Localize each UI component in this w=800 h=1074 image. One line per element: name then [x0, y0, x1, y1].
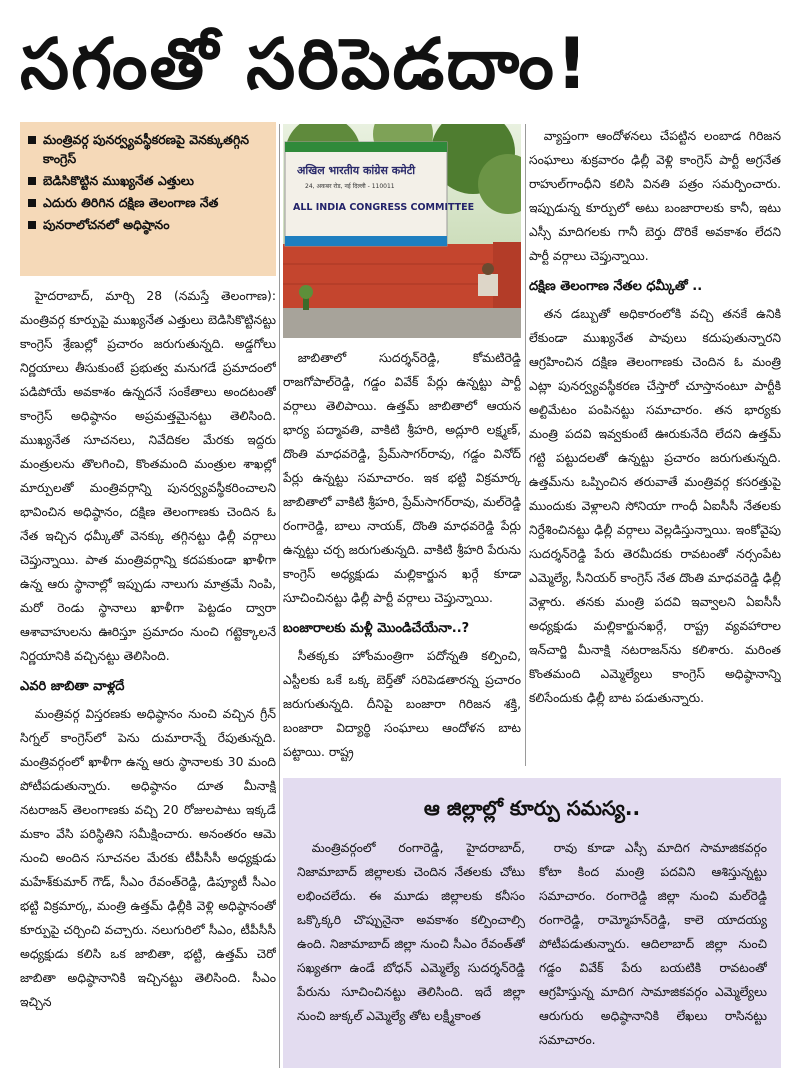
sign-hindi-text: अखिल भारतीय कांग्रेस कमेटी: [297, 164, 416, 177]
photo-illustration: [283, 124, 521, 338]
article-column-2: [283, 346, 521, 766]
subheading-evari-jabita: ఎవరి జాబితా వాళ్లదే: [20, 679, 125, 694]
box-column-left: మంత్రివర్గంలో రంగారెడ్డి, హైదరాబాద్, నిజామాబాద్ జిల్లాలకు చెందిన నేతలకు చోటు లభించలేదు. ఈ మూడు జిల్లాలకు కనీసం ఒక్కొక్కరి చొప్పునైనా అవకాశం కల్పించాల్సి ఉంది. నిజామాబాద్ జిల్లా నుంచి సీఎం రేవంత్‌తో సఖ్యతగా ఉండే బోధన్ ఎమ్మెల్యే సుదర్శన్‌రెడ్డి పేరును సూచించినట్టు తెలిసింది. ఇదే జిల్లా నుంచి జుక్కల్ ఎమ్మెల్యే తోట లక్ష్మీకాంత: [297, 841, 525, 1023]
body-paragraph: సీతక్కకు హోంమంత్రిగా పదోన్నతి కల్పించి, ఎస్టీలకు ఒకే ఒక్క బెర్త్‌తో సరిపెడతారన్న ప్రచారం జరుగుతున్నది. దీనిపై బంజారా గిరిజన శక్తి, బంజారా విద్యార్థి సంఘాలు ఆందోళన బాట పట్టాయి. రాష్ట్ర: [283, 649, 521, 759]
highlight-item: మంత్రివర్గ పునర్వ్యవస్థీకరణపై వెనక్కుతగ్గిన కాంగ్రెస్: [28, 130, 268, 168]
sign-english-text: ALL INDIA CONGRESS COMMITTEE: [293, 202, 475, 213]
column-divider: [279, 124, 280, 1068]
box-title: ఆ జిల్లాల్లో కూర్పు సమస్య..: [423, 796, 641, 820]
intro-paragraph: హైదరాబాద్, మార్చి 28 (నమస్తే తెలంగాణ): మంత్రివర్గ కూర్పుపై ముఖ్యనేత ఎత్తులు బెడిసికొట్టినట్టు కాంగ్రెస్ శ్రేణుల్లో ప్రచారం జరుగుతున్నది. అడ్డగోలు నిర్ణయాలు తీసుకుంటే ప్రభుత్వ మనుగడే ప్రమాదంలో పడిపోయే అవకాశం ఉన్నదనే సంకేతాలు అందటంతో కాంగ్రెస్ అధిష్ఠానం అప్రమత్తమైనట్టు తెలిసింది. ముఖ్యనేత సూచనలు, నివేదికల మేరకు ఇద్దరు మంత్రులను తొలగించి, కొంతమంది మంత్రుల శాఖల్లో మార్పులతో మంత్రివర్గాన్ని పునర్వ్యవస్థీకరించాలని భావించిన అధిష్ఠానం, దక్షిణ తెలంగాణకు చెందిన ఓ నేత ఇచ్చిన ధమ్కీతో వెనక్కు తగ్గినట్టు ఢిల్లీ వర్గాలు చెప్తున్నాయి. పాత మంత్రివర్గాన్ని కదపకుండా ఖాళీగా ఉన్న ఆరు స్థానాల్లో ఇప్పుడు నాలుగు మాత్రమే నింపి, మరో రెండు స్థానాలు ఖాళీగా పెట్టడం ద్వారా ఆశావాహులను ఊరిస్తూ ప్రమాదం నుంచి గట్టెక్కాలనే నిర్ణయానికి వచ్చినట్టు తెలిసింది.: [20, 289, 276, 663]
column-divider: [525, 124, 526, 766]
aicc-office-photo: [283, 124, 521, 338]
boxed-sidebar-article: [283, 778, 781, 1068]
subheading-dakshina-telangana: దక్షిణ తెలంగాణ నేతల ధమ్కీతో ..: [529, 279, 703, 294]
square-bullet-icon: [28, 221, 36, 229]
article-column-3: [529, 124, 781, 766]
highlight-item: ఎదురు తిరిగిన దక్షిణ తెలంగాణ నేత: [28, 193, 268, 212]
highlight-item: పునరాలోచనలో అధిష్ఠానం: [28, 215, 268, 234]
square-bullet-icon: [28, 177, 36, 185]
square-bullet-icon: [28, 136, 36, 144]
article-column-1: [20, 284, 276, 1068]
body-paragraph: వ్యాప్తంగా ఆందోళనలు చేపట్టిన లంబాడ గిరిజన సంఘాలు శుక్రవారం ఢిల్లీ వెళ్లి కాంగ్రెస్ పార్టీ అగ్రనేత రాహుల్‌గాంధీని కలిసి వినతి పత్రం సమర్పించారు. ఇప్పుడున్న కూర్పులో అటు బంజారాలకు కానీ, ఇటు ఎస్సీ మాదిగలకు గానీ బెర్తు దొరికే అవకాశం లేదని పార్టీ వర్గాలు చెప్తున్నాయి.: [529, 129, 781, 263]
box-column-right: రావు కూడా ఎస్సీ మాదిగ సామాజికవర్గం కోటా కింద మంత్రి పదవిని ఆశిస్తున్నట్టు సమాచారం. రంగారెడ్డి జిల్లా నుంచి మల్‌రెడ్డి రంగారెడ్డి, రామ్మోహన్‌రెడ్డి, కాలె యాదయ్య పోటీపడుతున్నారు. ఆదిలాబాద్ జిల్లా నుంచి గడ్డం వివేక్ పేరు బయటికి రావటంతో ఆగ్రహిస్తున్న మాదిగ సామాజికవర్గం ఎమ్మెల్యేలు ఆరుగురు అధిష్ఠానానికి లేఖలు రాసినట్టు సమాచారం.: [539, 841, 767, 1047]
body-paragraph: తన డబ్బుతో అధికారంలోకి వచ్చి తనకే ఉనికి లేకుండా ముఖ్యనేత పావులు కదుపుతున్నారని ఆగ్రహించిన దక్షిణ తెలంగాణకు చెందిన ఓ మంత్రి ఎట్లా పునర్వ్యవస్థీకరణ చేస్తారో చూస్తానంటూ పార్టీకి అల్టిమేటం పంపినట్టు సమాచారం. తన భార్యకు మంత్రి పదవి ఇవ్వకుంటే ఊరుకునేది లేదని ఉత్తమ్ గట్టి పట్టుదలతో ఉన్నట్టు ప్రచారం జరుగుతున్నది. ఉత్తమ్‌ను ఒప్పించిన తరువాతే మంత్రివర్గ కసరత్తుపై ముందుకు వెళ్లాలని సోనియా గాంధీ ఏఐసీసీ నేతలకు నిర్దేశించినట్టు ఢిల్లీ వర్గాలు వెల్లడిస్తున్నాయి. ఇంకోవైపు సుదర్శన్‌రెడ్డి పేరు తెరమీదకు రావటంతో నర్సంపేట ఎమ్మెల్యే, సీనియర్ కాంగ్రెస్ నేత దొంతి మాధవరెడ్డి ఢిల్లీ వెళ్లారు. తనకు మంత్రి పదవి ఇవ్వాలని ఏఐసీసీ అధ్యక్షుడు మల్లికార్జునఖర్గే, రాష్ట్ర వ్యవహారాల ఇన్‌చార్జి మీనాక్షి నటరాజన్‌ను కలిశారు. మరింత కొంతమంది ఎమ్మెల్యేలు కాంగ్రెస్ అధిష్ఠానాన్ని కలిసేందుకు ఢిల్లీ బాట పడుతున్నారు.: [529, 307, 781, 705]
headline: సగంతో సరిపెడదాం!: [20, 23, 590, 105]
box-columns: [297, 836, 767, 1052]
highlight-item: బెడిసికొట్టిన ముఖ్యనేత ఎత్తులు: [28, 171, 268, 190]
highlights-box: [20, 122, 276, 276]
body-paragraph: జాబితాలో సుదర్శన్‌రెడ్డి, కోమటిరెడ్డి రాజగోపాల్‌రెడ్డి, గడ్డం వివేక్ పేర్లు ఉన్నట్టు పార్టీ వర్గాలు తెలిపాయి. ఉత్తమ్ జాబితాలో ఆయన భార్య పద్మావతి, వాకిటి శ్రీహరి, అద్లూరి లక్ష్మణ్, దొంతి మాధవరెడ్డి, ప్రేమ్‌సాగర్‌రావు, గడ్డం వినోద్ పేర్లు ఉన్నట్టు సమాచారం. ఇక భట్టి విక్రమార్క జాబితాలో వాకిటి శ్రీహరి, ప్రేమ్‌సాగర్‌రావు, మల్‌రెడ్డి రంగారెడ్డి, బాలు నాయక్, దొంతి మాధవరెడ్డి పేర్లు ఉన్నట్టు చర్చ జరుగుతున్నది. వాకిటి శ్రీహరి పేరును కాంగ్రెస్ అధ్యక్షుడు మల్లికార్జున ఖర్గే కూడా సూచించినట్టు ఢిల్లీ పార్టీ వర్గాలు చెప్తున్నాయి.: [283, 351, 521, 605]
subheading-banjara: బంజారాలకు మళ్లీ మొండిచేయేనా..?: [283, 621, 470, 636]
body-paragraph: మంత్రివర్గ విస్తరణకు అధిష్ఠానం నుంచి వచ్చిన గ్రీన్ సిగ్నల్ కాంగ్రెస్‌లో పెను దుమారాన్నే రేపుతున్నది. మంత్రివర్గంలో ఖాళీగా ఉన్న ఆరు స్థానాలకు 30 మంది పోటీపడుతున్నారు. అధిష్ఠానం దూత మీనాక్షి నటరాజన్ తెలంగాణకు వచ్చి 20 రోజులపాటు ఇక్కడే మకాం వేసి పరిస్థితిని సమీక్షించారు. అనంతరం ఆమె నుంచి అందిన సూచనల మేరకు టీపీసీసీ అధ్యక్షుడు మహేశ్‌కుమార్ గౌడ్, సీఎం రేవంత్‌రెడ్డి, డిప్యూటీ సీఎం భట్టి విక్రమార్క, మంత్రి ఉత్తమ్ ఢిల్లీకి వెళ్లి అధిష్ఠానంతో కూర్పుపై చర్చించి వచ్చారు. నలుగురిలో సీఎం, టీపీసీసీ అధ్యక్షుడు కలిసి ఒక జాబితా, భట్టి, ఉత్తమ్ చెరో జాబితా అధిష్ఠానానికి ఇచ్చినట్టు తెలిసింది. సీఎం ఇచ్చిన: [20, 707, 276, 1009]
square-bullet-icon: [28, 199, 36, 207]
sign-address-text: 24, अकबर रोड, नई दिल्ली - 110011: [305, 183, 395, 190]
